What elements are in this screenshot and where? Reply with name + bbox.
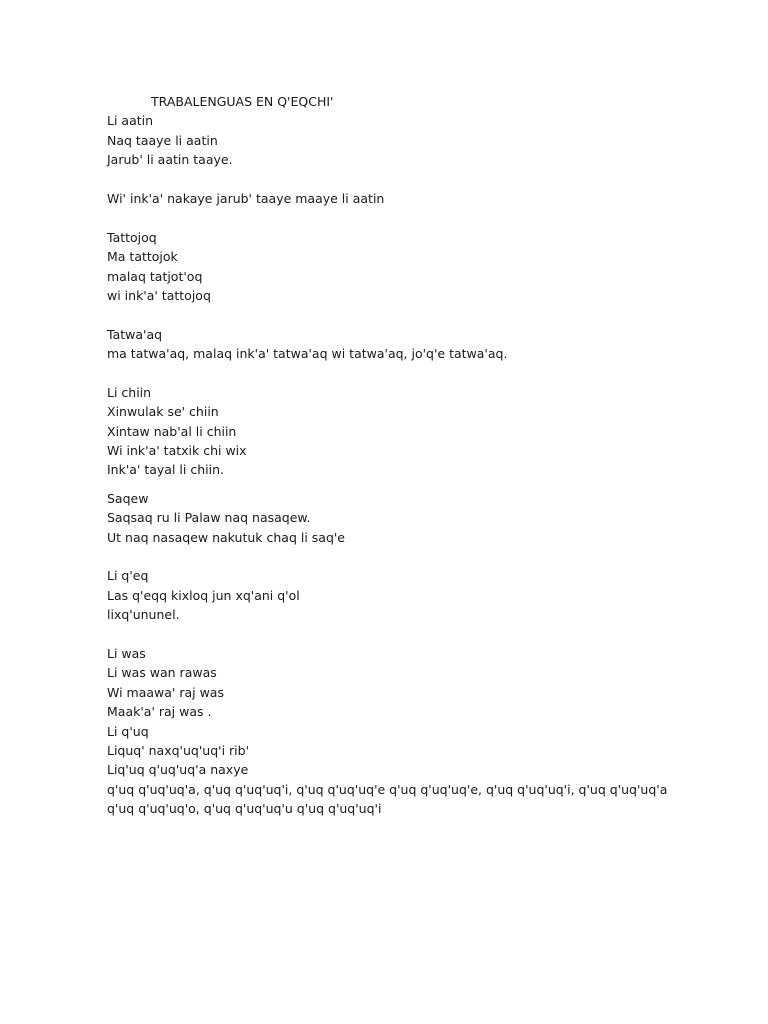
poem-line: Saqsaq ru li Palaw naq nasaqew.	[107, 510, 311, 526]
poem-was-quq	[107, 644, 697, 819]
poem-tatwaaq	[107, 325, 697, 364]
poem-qeq	[107, 566, 697, 624]
poem-line: Wi ink'a' tatxik chi wix	[107, 443, 247, 459]
poem-line: Li q'uq	[107, 723, 149, 739]
poem-line: Tatwa'aq	[107, 326, 163, 342]
poem-tattojoq	[107, 228, 697, 306]
poem-line: Maak'a' raj was .	[107, 704, 212, 720]
poem-line: Jarub' li aatin taaye.	[107, 152, 233, 168]
poem-line: Naq taaye li aatin	[107, 132, 218, 148]
poem-line: malaq tatjot'oq	[107, 268, 203, 284]
poem-line: Li q'eq	[107, 568, 149, 584]
poem-line: Xinwulak se' chiin	[107, 404, 219, 420]
poem-line: wi ink'a' tattojoq	[107, 287, 211, 303]
poem-line: ma tatwa'aq, malaq ink'a' tatwa'aq wi tatwa'aq, jo'q'e tatwa'aq.	[107, 346, 508, 362]
poem-line: Li was	[107, 645, 146, 661]
poem-aatin-extra	[107, 189, 697, 208]
poem-line: Ma tattojok	[107, 249, 178, 265]
poem-line: Li was wan rawas	[107, 665, 217, 681]
poem-line: Xintaw nab'al li chiin	[107, 423, 237, 439]
document-page	[107, 92, 697, 818]
poem-line: Wi' ink'a' nakaye jarub' taaye maaye li aatin	[107, 190, 385, 206]
poem-line: Li chiin	[107, 384, 152, 400]
poem-line: lixq'ununel.	[107, 607, 180, 623]
poem-line: Tattojoq	[107, 229, 157, 245]
poem-aatin	[107, 111, 697, 169]
poem-line: Las q'eqq kixloq jun xq'ani q'ol	[107, 587, 300, 603]
poem-line: Ut naq nasaqew nakutuk chaq li saq'e	[107, 529, 346, 545]
poem-line: Liq'uq q'uq'uq'a naxye	[107, 762, 249, 778]
poem-saqew	[107, 489, 697, 547]
poem-line: Wi maawa' raj was	[107, 684, 224, 700]
poem-chiin	[107, 383, 697, 480]
poem-line: Liquq' naxq'uq'uq'i rib'	[107, 742, 250, 758]
poem-line: Ink'a' tayal li chiin.	[107, 462, 224, 478]
poem-line: Li aatin	[107, 113, 154, 129]
poem-line: q'uq q'uq'uq'a, q'uq q'uq'uq'i, q'uq q'uq'uq'e q'uq q'uq'uq'e, q'uq q'uq'uq'i, q'uq q'uq'uq'a q'uq q'uq'uq'o, q'uq q'uq'uq'u q'uq q'uq'uq'i	[107, 781, 668, 817]
document-title: TRABALENGUAS EN Q'EQCHI'	[151, 94, 334, 109]
poem-line: Saqew	[107, 490, 149, 506]
